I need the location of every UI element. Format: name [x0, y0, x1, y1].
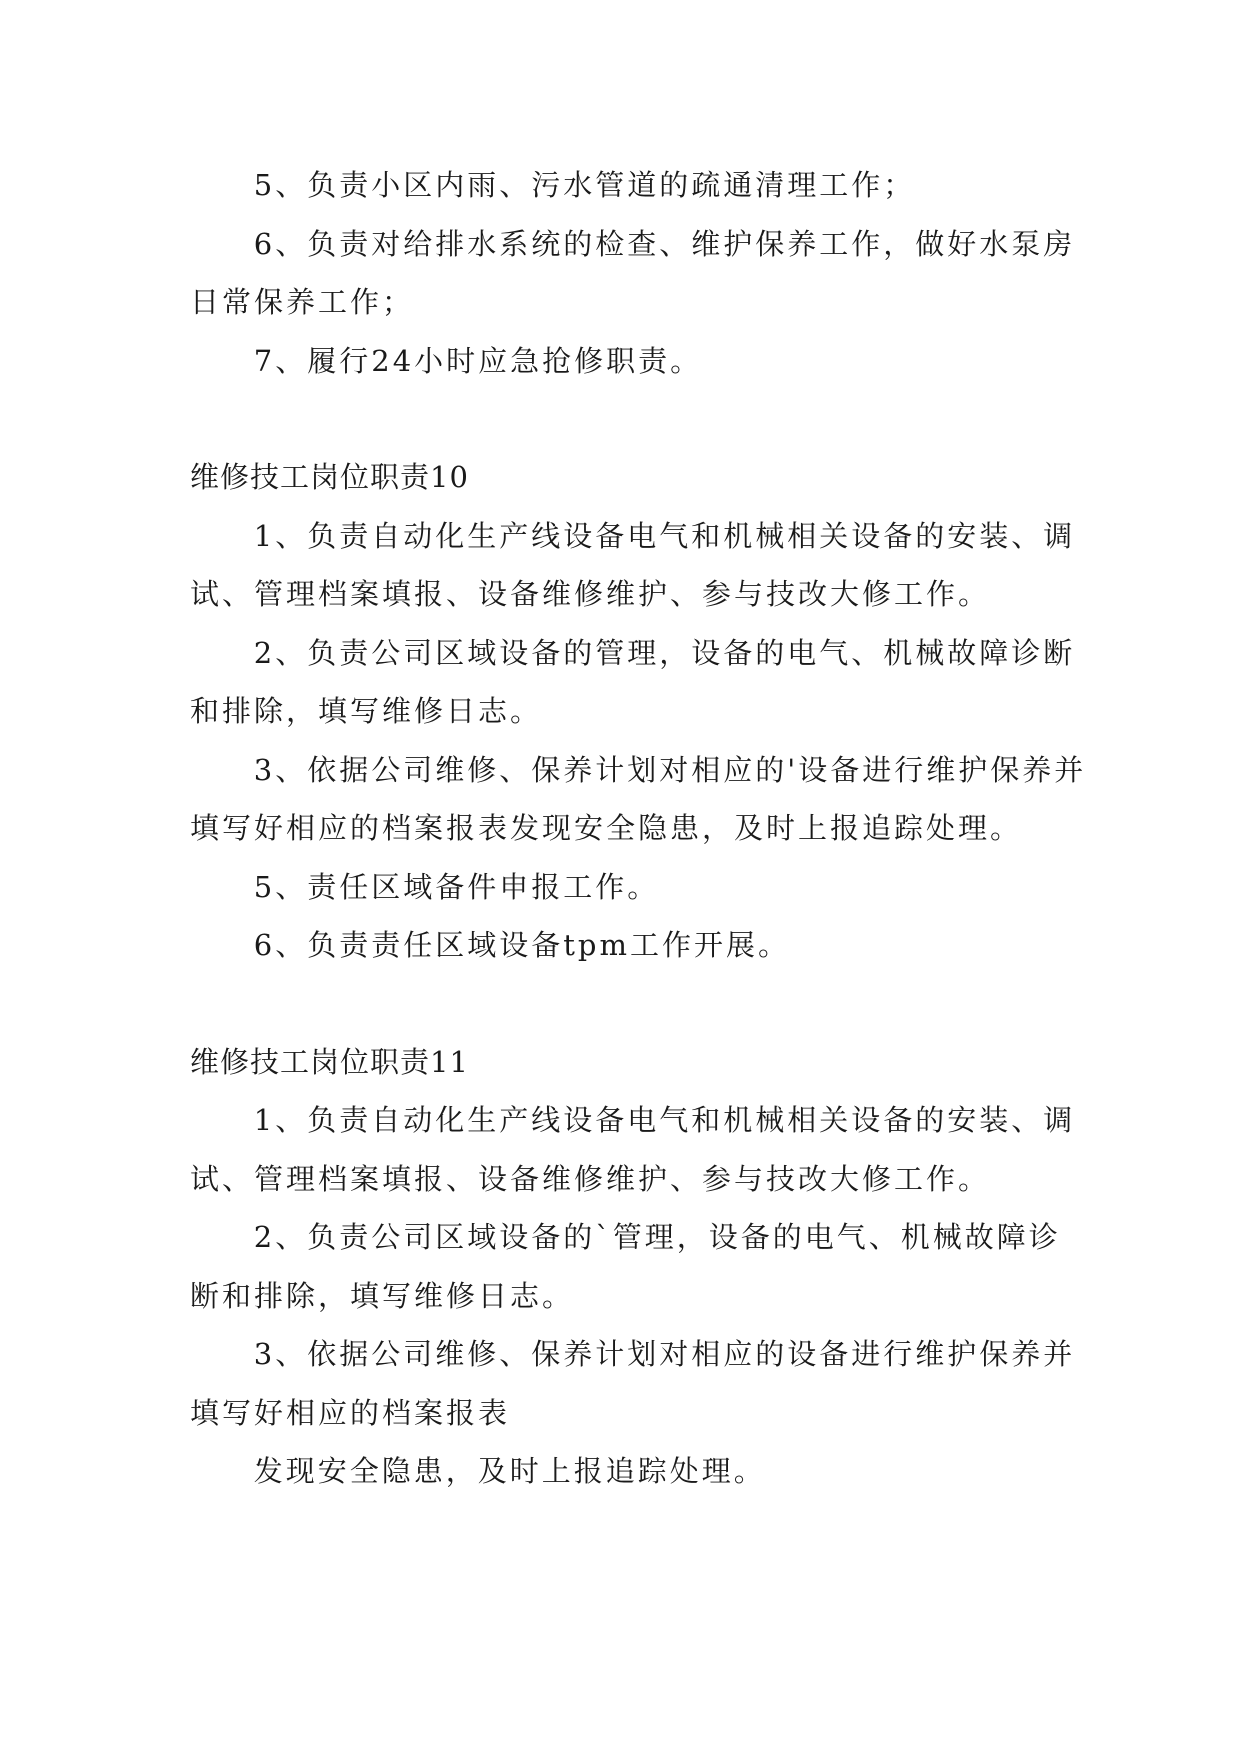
duty-item: 6、负责责任区域设备tpm工作开展。: [253, 928, 790, 962]
duty-item: 2、负责公司区域设备的`管理，设备的电气、机械故障诊断和排除，填写维修日志。: [190, 1220, 1061, 1313]
section-duties-10: [190, 448, 1090, 975]
duty-item: 1、负责自动化生产线设备电气和机械相关设备的安装、调试、管理档案填报、设备维修维护、参与技改大修工作。: [190, 1103, 1076, 1196]
duty-item: 2、负责公司区域设备的管理，设备的电气、机械故障诊断和排除，填写维修日志。: [190, 635, 1076, 728]
section-duties-11: [190, 1033, 1090, 1501]
section-continued: [190, 156, 1090, 390]
duty-item: 7、履行24小时应急抢修职责。: [253, 343, 703, 378]
document-body: [190, 156, 1090, 1501]
duty-item: 6、负责对给排水系统的检查、维护保养工作，做好水泵房日常保养工作；: [190, 226, 1076, 319]
section-heading: 维修技工岗位职责10: [190, 460, 469, 494]
duty-item: 5、负责小区内雨、污水管道的疏通清理工作；: [253, 168, 916, 202]
section-spacer: [190, 975, 1090, 1033]
duty-item: 3、依据公司维修、保养计划对相应的'设备进行维护保养并填写好相应的档案报表发现安全隐患，及时上报追踪处理。: [190, 752, 1087, 845]
duty-item: 5、责任区域备件申报工作。: [253, 869, 660, 904]
section-heading: 维修技工岗位职责11: [190, 1044, 469, 1079]
duty-item: 1、负责自动化生产线设备电气和机械相关设备的安装、调试、管理档案填报、设备维修维护、参与技改大修工作。: [190, 518, 1076, 611]
duty-item: 发现安全隐患，及时上报追踪处理。: [253, 1454, 766, 1488]
section-spacer: [190, 390, 1090, 448]
duty-item: 3、依据公司维修、保养计划对相应的设备进行维护保养并填写好相应的档案报表: [190, 1337, 1076, 1430]
